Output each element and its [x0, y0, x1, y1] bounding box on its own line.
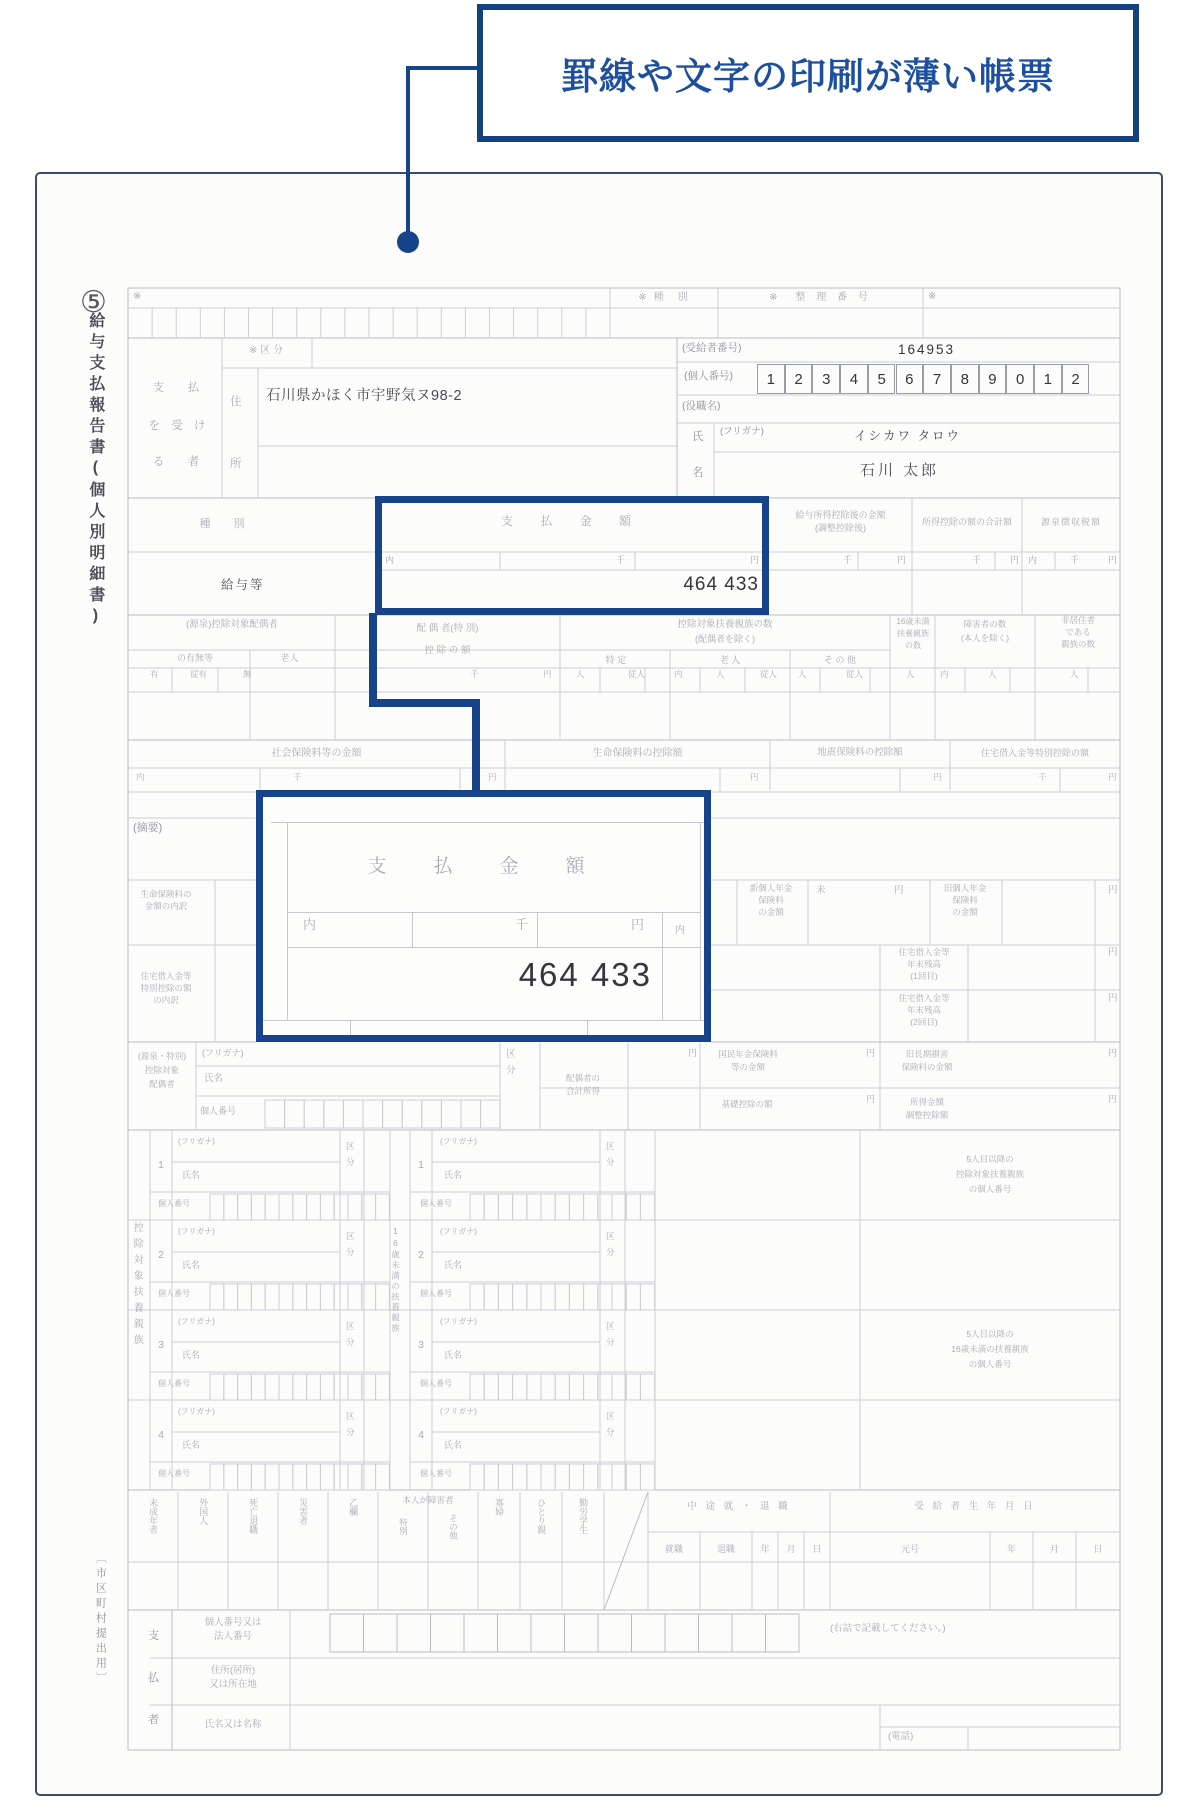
col-tax: 源泉徴収税額 — [1040, 517, 1101, 527]
dep-note2-line2: の個人番号 — [968, 1359, 1012, 1369]
magnified-payment-title: 支 払 金 額 — [367, 856, 599, 877]
sp2-gokei1: 配偶者の — [565, 1073, 600, 1083]
form-side-title: 給与支払報告書(個人別明細書) — [86, 312, 104, 629]
sp2-chosei1: 所得金額 — [909, 1097, 944, 1107]
dep-note1-line1: 控除対象扶養親族 — [955, 1169, 1024, 1179]
dep-right-ku-1: 区 — [606, 1231, 615, 1241]
bd-left2b: 特別控除の額 — [140, 983, 192, 993]
flag-4: 乙欄 — [348, 1498, 359, 1516]
dep-left-furigana-3: (フリガナ) — [178, 1407, 215, 1416]
sp2-l3: 配偶者 — [149, 1079, 175, 1089]
personal-no-label: (個人番号) — [684, 370, 733, 382]
main-unit-8: 千 — [1070, 555, 1080, 565]
col-after-2: (調整控除後) — [815, 523, 866, 533]
personal-number-digit-cell: 2 — [1062, 364, 1090, 394]
sp2-ku: 区 — [506, 1049, 516, 1060]
ins-2: 生命保険料の控除額 — [592, 748, 683, 759]
birth-y: 年 — [1006, 1544, 1016, 1554]
payer-char-2: 払 — [148, 1672, 159, 1684]
spouse-unit-5: 人 — [576, 669, 585, 679]
personal-number-digit-cell: 0 — [1006, 364, 1034, 394]
main-unit-2: 円 — [750, 555, 760, 565]
payment-amount-value: 464 433 — [683, 574, 759, 595]
dep-right-num-0: 1 — [418, 1159, 424, 1171]
name-char-1: 氏 — [692, 431, 704, 443]
payee-label-2: を 受 け — [148, 420, 210, 432]
dep-left-kojin-0: 個人番号 — [158, 1199, 190, 1208]
tekiyo-label: (摘要) — [133, 822, 163, 834]
dep-note2-line0: 5人目以降の — [966, 1329, 1014, 1339]
furigana-label: (フリガナ) — [720, 426, 764, 437]
flag-sono: その他 — [448, 1514, 459, 1540]
dep-left-bun-3: 分 — [346, 1427, 355, 1437]
dep-left-bun-1: 分 — [346, 1247, 355, 1257]
recipient-furigana-value: イシカワ タロウ — [854, 429, 961, 443]
personal-number-digit-cell: 8 — [951, 364, 979, 394]
address-char-2: 所 — [230, 458, 242, 470]
dep-right-num-3: 4 — [418, 1429, 424, 1441]
sp2-kokumin1: 国民年金保険料 — [718, 1049, 778, 1059]
dep-left-furigana-2: (フリガナ) — [178, 1317, 215, 1326]
dep-left-shimei-1: 氏名 — [182, 1260, 201, 1270]
dep-left-num-1: 2 — [158, 1249, 164, 1261]
recipient-number-value: 164953 — [898, 342, 956, 357]
bd-mi: 未 — [816, 885, 826, 896]
sp2-yen1: 円 — [688, 1048, 698, 1058]
main-unit-9: 円 — [1108, 555, 1118, 565]
personal-number-digit-cell: 6 — [896, 364, 924, 394]
top-star-right: ※ — [928, 291, 937, 302]
dep-right-kojin-1: 個人番号 — [420, 1289, 452, 1298]
dep-right-bun-1: 分 — [606, 1247, 615, 1257]
sp2-kokumin2: 等の金額 — [730, 1062, 765, 1072]
bd-yen4: 円 — [1108, 993, 1118, 1004]
spouse-unit-3: 千 — [470, 669, 479, 679]
ins-unit-5: 千 — [1038, 772, 1047, 782]
dep-left-kojin-1: 個人番号 — [158, 1289, 190, 1298]
flag-3: 災害者 — [298, 1498, 309, 1525]
personal-number-digit-cell: 2 — [785, 364, 813, 394]
dep-left-num-3: 4 — [158, 1429, 164, 1441]
chuto-sub-3: 月 — [786, 1544, 796, 1554]
recipient-no-label: (受給者番号) — [682, 342, 742, 354]
personal-number-digit-cell: 3 — [812, 364, 840, 394]
ins-3: 地震保険料の控除額 — [817, 747, 903, 758]
spouse-unit-13: 内 — [940, 669, 949, 679]
sp2-chosei2: 調整控除額 — [905, 1110, 949, 1120]
bd-zan2b: 年末残高 — [906, 1005, 941, 1015]
main-unit-1: 千 — [616, 555, 626, 565]
main-unit-5: 千 — [972, 555, 982, 565]
address-char-1: 住 — [230, 396, 242, 408]
fuyo-2: (配偶者を除く) — [695, 634, 755, 644]
ins-unit-3: 円 — [750, 772, 759, 782]
dep-right-furigana-2: (フリガナ) — [440, 1317, 477, 1326]
gengo-label: 元号 — [900, 1544, 919, 1554]
col-pay: 支 払 金 額 — [500, 514, 643, 528]
dep-right-ku-0: 区 — [606, 1141, 615, 1151]
ins-unit-6: 円 — [1108, 772, 1117, 782]
birth-m: 月 — [1049, 1544, 1059, 1554]
ins-unit-0: 内 — [136, 772, 145, 782]
u16-1: 16歳未満 — [896, 617, 930, 626]
payee-label-1: 支 払 — [152, 382, 206, 394]
spouse-tok-2: 控 除 の 額 — [424, 645, 471, 656]
callout-box — [477, 4, 1139, 142]
recipient-name-value: 石川 太郎 — [860, 462, 940, 479]
spouse-unit-9: 従人 — [760, 669, 778, 679]
dep-note1-line0: 5人目以降の — [966, 1154, 1014, 1164]
top-star: ※ — [133, 291, 142, 302]
dep-left-kojin-2: 個人番号 — [158, 1379, 190, 1388]
magnified-unit-uchi-2: 内 — [675, 925, 685, 936]
payer-tel: (電話) — [888, 1731, 914, 1742]
main-unit-0: 内 — [385, 555, 395, 565]
dep-right-bun-2: 分 — [606, 1337, 615, 1347]
spouse-unit-8: 人 — [716, 669, 725, 679]
main-unit-7: 内 — [1028, 555, 1038, 565]
fuyo-roujin: 老 人 — [719, 655, 741, 665]
dep-note1-line2: の個人番号 — [968, 1184, 1012, 1194]
payment-magnified-box — [256, 790, 711, 1042]
shogai-2: (本人を除く) — [960, 633, 1010, 643]
dep-left-num-0: 1 — [158, 1159, 164, 1171]
bd-left2c: の内訳 — [153, 995, 179, 1005]
dep-right-ku-3: 区 — [606, 1411, 615, 1421]
magnify-connector-h — [369, 699, 480, 707]
ins-unit-4: 円 — [933, 772, 942, 782]
payer-row3: 氏名又は名称 — [204, 1719, 262, 1730]
dep-right-shimei-3: 氏名 — [444, 1440, 463, 1450]
income-type-value: 給与等 — [221, 578, 265, 592]
dep-right-furigana-1: (フリガナ) — [440, 1227, 477, 1236]
hikyo-2: である — [1065, 627, 1091, 637]
spouse-umu: の有無等 — [176, 653, 213, 663]
personal-number-digit-cell: 7 — [923, 364, 951, 394]
dep-right-bun-3: 分 — [606, 1427, 615, 1437]
callout-connector-vertical — [406, 66, 410, 242]
bd-shin1: 新個人年金 — [749, 883, 793, 893]
col-after-1: 給与所得控除後の金額 — [795, 510, 886, 520]
kubun-label: ※ 区 分 — [249, 345, 283, 356]
flag-2: 死亡退職 — [248, 1498, 259, 1534]
bd-kyu1: 旧個人年金 — [943, 883, 987, 893]
dep-right-ku-2: 区 — [606, 1321, 615, 1331]
payer-char-3: 者 — [148, 1714, 159, 1726]
spouse-unit-11: 従人 — [846, 669, 864, 679]
role-label: (役職名) — [682, 400, 721, 412]
payment-highlight-box — [375, 496, 769, 615]
spouse-label: (源泉)控除対象配偶者 — [186, 619, 278, 630]
personal-number-digit-cell: 5 — [868, 364, 896, 394]
sp2-yen5: 円 — [1108, 1094, 1118, 1104]
bd-zan2c: (2回目) — [910, 1017, 938, 1027]
dep-right-shimei-2: 氏名 — [444, 1350, 463, 1360]
dep-left-furigana-0: (フリガナ) — [178, 1137, 215, 1146]
magnify-connector-v1 — [369, 613, 377, 703]
dep-right-shimei-0: 氏名 — [444, 1170, 463, 1180]
sp2-bun: 分 — [506, 1065, 516, 1076]
sp2-yen2: 円 — [866, 1048, 876, 1058]
callout-connector-horizontal — [408, 66, 477, 70]
personal-number-digit-cell: 1 — [1034, 364, 1062, 394]
dep-left-ku-0: 区 — [346, 1141, 355, 1151]
payer-char-1: 支 — [148, 1630, 159, 1642]
ins-unit-2: 円 — [488, 772, 497, 782]
chuto-sub-0: 就職 — [664, 1544, 683, 1554]
u16-3: の数 — [905, 641, 921, 650]
bd-kyu3: の金額 — [952, 907, 978, 917]
recipient-address: 石川県かほく市宇野気ヌ98-2 — [266, 388, 463, 404]
hikyo-3: 親族の数 — [1060, 639, 1095, 649]
magnified-payment-value: 464 433 — [518, 956, 652, 993]
spouse-unit-1: 従有 — [190, 669, 208, 679]
magnified-unit-yen: 円 — [631, 917, 645, 932]
main-unit-6: 円 — [1010, 555, 1020, 565]
shogai-1: 障害者の数 — [963, 619, 1007, 629]
fuyo-sonota: そ の 他 — [823, 655, 856, 665]
dependents-left-title: 控除対象扶養親族 — [131, 1222, 143, 1350]
bd-left1b: 金額の内訳 — [144, 901, 188, 911]
main-unit-3: 千 — [843, 555, 853, 565]
dep-left-shimei-3: 氏名 — [182, 1440, 201, 1450]
dep-right-kojin-2: 個人番号 — [420, 1379, 452, 1388]
ins-unit-1: 千 — [293, 772, 302, 782]
payee-label-3: る 者 — [152, 456, 206, 468]
sp2-l2: 控除対象 — [144, 1065, 179, 1075]
spouse-unit-15: 人 — [1070, 669, 1079, 679]
type-col-label: ※ 種 別 — [638, 292, 690, 303]
dep-left-bun-2: 分 — [346, 1337, 355, 1347]
bd-zan2a: 住宅借入金等 — [898, 993, 950, 1003]
page-number-mark: ⑤ — [80, 286, 107, 319]
spouse-unit-4: 円 — [543, 669, 552, 679]
sp2-l1: (源泉・特別) — [137, 1051, 187, 1061]
sp2-yen3: 円 — [866, 1094, 876, 1104]
spouse-unit-6: 従人 — [628, 669, 646, 679]
sp2-shimei: 氏名 — [204, 1073, 224, 1084]
sp2-yen4: 円 — [1108, 1048, 1118, 1058]
sp2-kiso: 基礎控除の額 — [721, 1099, 773, 1109]
flag-0: 未成年者 — [148, 1498, 159, 1534]
bd-zan1a: 住宅借入金等 — [898, 947, 950, 957]
payer-row2b: 又は所在地 — [209, 1679, 257, 1690]
dep-left-furigana-1: (フリガナ) — [178, 1227, 215, 1236]
personal-number-digit-cell: 1 — [757, 364, 785, 394]
personal-number-digit-cell: 9 — [979, 364, 1007, 394]
dep-left-kojin-3: 個人番号 — [158, 1469, 190, 1478]
sp2-furigana: (フリガナ) — [202, 1048, 244, 1058]
dep-left-shimei-2: 氏名 — [182, 1350, 201, 1360]
dep-left-ku-3: 区 — [346, 1411, 355, 1421]
municipal-use-note: 〔市区町村提出用〕 — [94, 1552, 107, 1687]
spouse-unit-10: 人 — [798, 669, 807, 679]
dependents-mid-title: 16歳未満の扶養親族 — [390, 1226, 401, 1334]
dep-right-kojin-0: 個人番号 — [420, 1199, 452, 1208]
magnified-unit-sen: 千 — [515, 917, 529, 932]
spouse-tok-1: 配 偶 者(特 別) — [416, 623, 479, 634]
chuto-header: 中 途 就 ・ 退 職 — [687, 1501, 791, 1512]
bd-left2a: 住宅借入金等 — [140, 971, 192, 981]
dep-left-ku-2: 区 — [346, 1321, 355, 1331]
bd-zan1c: (1回目) — [910, 971, 938, 981]
u16-2: 扶養親族 — [897, 629, 929, 638]
dep-right-num-2: 3 — [418, 1339, 424, 1351]
payer-note: (右詰で記載してください。) — [830, 1623, 946, 1634]
bd-kyu2: 保険料 — [952, 895, 978, 905]
flag-shogai-header: 本人が障害者 — [402, 1495, 454, 1505]
main-unit-4: 円 — [897, 555, 907, 565]
flag-5: 寡婦 — [494, 1498, 505, 1516]
chuto-sub-2: 年 — [760, 1544, 770, 1554]
dep-right-furigana-0: (フリガナ) — [440, 1137, 477, 1146]
callout-pointer-dot — [397, 231, 419, 253]
payer-row1b: 法人番号 — [213, 1631, 252, 1642]
spouse-unit-12: 人 — [906, 669, 915, 679]
bd-yen1: 円 — [894, 885, 904, 896]
bd-zan1b: 年末残高 — [906, 959, 941, 969]
sp2-kyu1: 旧長期損害 — [905, 1049, 949, 1059]
bd-yen3: 円 — [1108, 947, 1118, 958]
bd-yen2: 円 — [1108, 885, 1118, 896]
flag-6: ひとり親 — [536, 1498, 547, 1534]
flag-7: 勤労学生 — [578, 1498, 589, 1534]
dep-left-ku-1: 区 — [346, 1231, 355, 1241]
chuto-sub-1: 退職 — [716, 1544, 735, 1554]
sp2-kyu2: 保険料の金額 — [901, 1062, 953, 1072]
col-deduct: 所得控除の額の合計額 — [921, 517, 1012, 527]
spouse-roujin: 老人 — [280, 653, 299, 663]
spouse-unit-0: 有 — [150, 669, 159, 679]
serial-col-label: ※ 整 理 番 号 — [769, 292, 872, 303]
callout-text: 罫線や文字の印刷が薄い帳票 — [561, 56, 1055, 97]
flag-1: 外国人 — [198, 1498, 209, 1525]
hikyo-1: 非居住者 — [1060, 615, 1095, 625]
ins-4: 住宅借入金等特別控除の額 — [980, 748, 1089, 758]
fuyo-1: 控除対象扶養親族の数 — [677, 619, 773, 630]
spouse-unit-7: 内 — [674, 669, 683, 679]
dep-left-shimei-0: 氏名 — [182, 1170, 201, 1180]
dep-right-bun-0: 分 — [606, 1157, 615, 1167]
magnified-unit-uchi: 内 — [303, 917, 317, 932]
spouse-unit-14: 人 — [988, 669, 997, 679]
birth-d: 日 — [1093, 1544, 1103, 1554]
dep-right-furigana-3: (フリガナ) — [440, 1407, 477, 1416]
birth-header: 受 給 者 生 年 月 日 — [914, 1501, 1036, 1512]
spouse-unit-2: 無 — [243, 669, 252, 679]
name-char-2: 名 — [692, 467, 704, 479]
bd-shin2: 保険料 — [758, 895, 784, 905]
chuto-sub-4: 日 — [812, 1544, 822, 1554]
dep-right-shimei-1: 氏名 — [444, 1260, 463, 1270]
sp2-gokei2: 合計所得 — [565, 1086, 600, 1096]
flag-toku: 特別 — [398, 1518, 409, 1535]
bd-left1a: 生命保険料の — [140, 889, 192, 899]
dep-right-num-1: 2 — [418, 1249, 424, 1261]
payer-row1a: 個人番号又は — [204, 1617, 262, 1628]
dep-right-kojin-3: 個人番号 — [420, 1469, 452, 1478]
fuyo-tokutei: 特 定 — [605, 655, 627, 665]
bd-shin3: の金額 — [758, 907, 784, 917]
dep-left-num-2: 3 — [158, 1339, 164, 1351]
col-type: 種 別 — [199, 518, 251, 530]
dep-note2-line1: 16歳未満の扶養親族 — [951, 1344, 1029, 1354]
magnify-connector-v2 — [472, 703, 480, 793]
personal-number-digit-cell: 4 — [840, 364, 868, 394]
sp2-kojin: 個人番号 — [200, 1106, 237, 1116]
ins-1: 社会保険料等の金額 — [271, 748, 362, 759]
payer-row2a: 住所(居所) — [210, 1665, 256, 1676]
dep-left-bun-0: 分 — [346, 1157, 355, 1167]
